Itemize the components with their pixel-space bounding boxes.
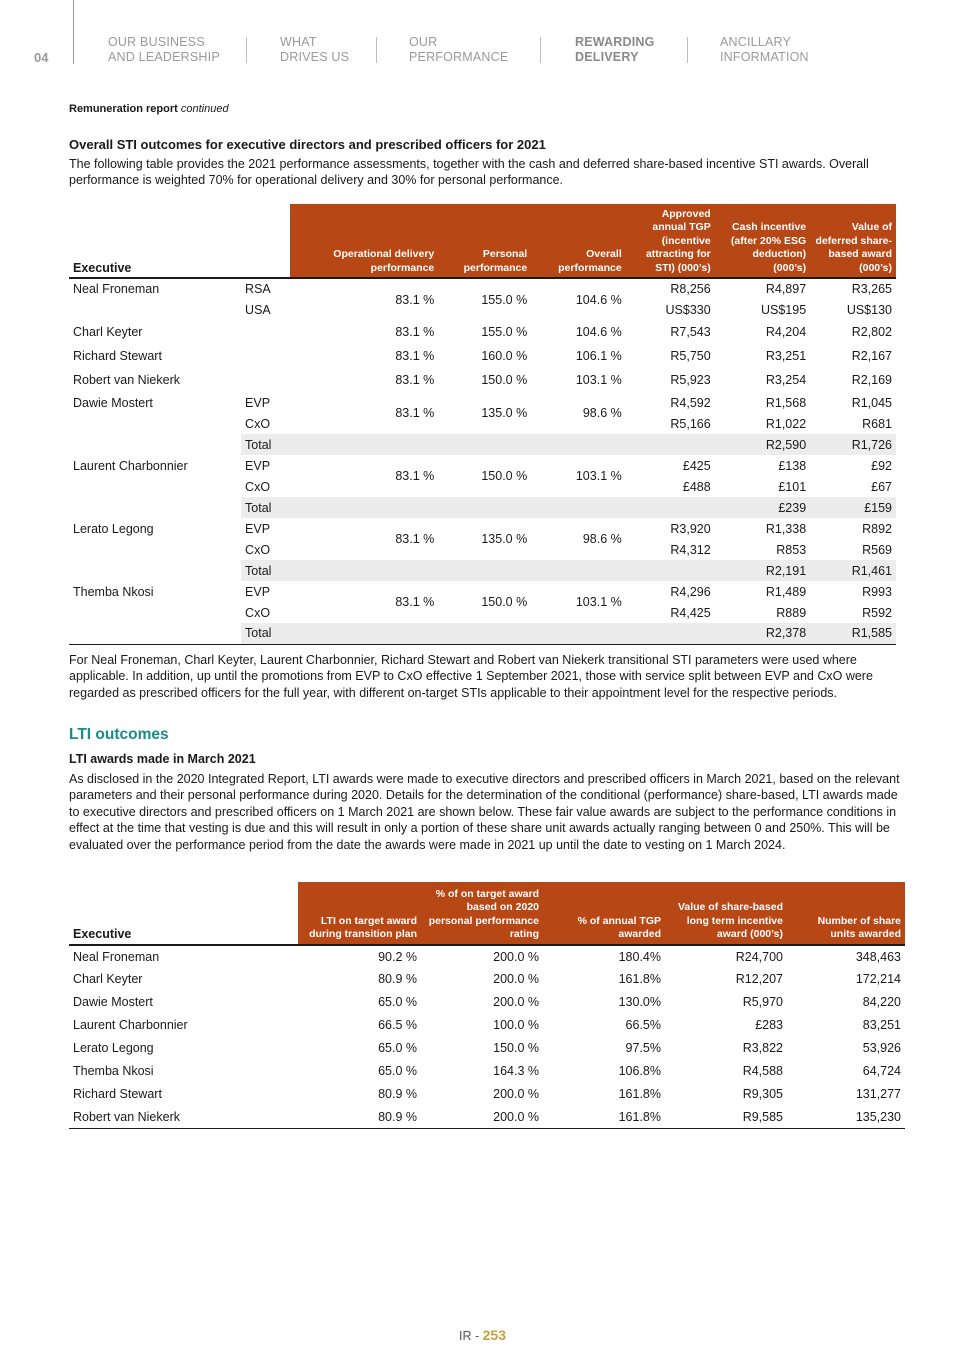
table-row: Laurent Charbonnier EVP 83.1 % 150.0 % 103.1 % £425 £138 £92 — [69, 455, 896, 476]
cell-value: R9,585 — [742, 1109, 783, 1124]
table-row: Neal Froneman RSA 83.1 % 155.0 % 104.6 % R8,256 R4,897 R3,265 — [69, 278, 896, 299]
cell-pct-target: 200.0 % — [493, 1109, 539, 1124]
executive-name: Themba Nkosi — [73, 584, 154, 599]
sti-intro: The following table provides the 2021 performance assessments, together with the cash and deferred share-based incentive STI awards. Overall performance is weighted 70% for operational delivery and 30% for personal performance. — [69, 157, 869, 188]
nav-separator — [687, 37, 688, 63]
cell-units: 348,463 — [855, 949, 901, 964]
table-row — [69, 1037, 905, 1060]
executive-name: Laurent Charbonnier — [73, 458, 188, 473]
lti-subheading: LTI awards made in March 2021 — [69, 752, 256, 766]
table-row — [69, 991, 905, 1014]
cell-value: £283 — [755, 1018, 783, 1033]
total-row: Total R2,191 R1,461 — [69, 560, 896, 581]
nav-separator — [246, 37, 247, 63]
sti-table — [69, 204, 896, 645]
table-row — [69, 1014, 905, 1037]
cell-name: Laurent Charbonnier — [73, 1018, 188, 1033]
sti-heading: Overall STI outcomes for executive directors and prescribed officers for 2021 — [69, 137, 546, 152]
cell-value: R4,588 — [742, 1064, 783, 1079]
cell-name: Richard Stewart — [73, 1087, 162, 1102]
nav-item-rewarding-delivery[interactable]: REWARDING DELIVERY — [575, 35, 655, 64]
executive-name: Richard Stewart — [73, 349, 162, 364]
cell-units: 135,230 — [855, 1109, 901, 1124]
cell-target: 66.5 % — [378, 1018, 417, 1033]
col-value: Value of share-based long term incentive award (000’s) — [665, 882, 787, 945]
cell-target: 80.9 % — [378, 1109, 417, 1124]
total-row: Total R2,378 R1,585 — [69, 623, 896, 644]
top-navigation — [0, 0, 965, 80]
cell-pct-target: 164.3 % — [493, 1064, 539, 1079]
cell-value: R12,207 — [735, 972, 783, 987]
lti-table — [69, 882, 905, 1129]
cell-value: R9,305 — [742, 1087, 783, 1102]
col-operational: Operational delivery performance — [290, 204, 438, 278]
cell-units: 53,926 — [862, 1041, 901, 1056]
cell-pct-tgp: 161.8% — [618, 972, 661, 987]
cell-value: R24,700 — [735, 949, 783, 964]
total-row: Total £239 £159 — [69, 497, 896, 518]
cell-target: 80.9 % — [378, 1087, 417, 1102]
cell-pct-tgp: 106.8% — [618, 1064, 661, 1079]
cell-name: Robert van Niekerk — [73, 1109, 180, 1124]
table-row — [69, 1083, 905, 1106]
cell-units: 131,277 — [855, 1087, 901, 1102]
table-row: USA US$330 US$195 US$130 — [245, 302, 892, 317]
table-row: CxO £488 £101 £67 — [245, 479, 892, 494]
cell-pct-tgp: 161.8% — [618, 1109, 661, 1124]
cell-pct-target: 200.0 % — [493, 972, 539, 987]
col-personal: Personal performance — [438, 204, 531, 278]
col-target: LTI on target award during transition plan — [298, 882, 421, 945]
cell-pct-target: 150.0 % — [493, 1041, 539, 1056]
sti-header-row — [69, 204, 896, 278]
executive-name: Neal Froneman — [73, 282, 160, 297]
cell-value: R3,822 — [742, 1041, 783, 1056]
cell-target: 65.0 % — [378, 1064, 417, 1079]
table-row: Richard Stewart 83.1 % 160.0 % 106.1 % R5,750 R3,251 R2,167 — [69, 344, 896, 368]
table-row: CxO R4,312 R853 R569 — [245, 542, 892, 557]
page-number: 253 — [482, 1327, 506, 1343]
col-pct-target: % of on target award based on 2020 personal performance rating — [421, 882, 543, 945]
cell-target: 80.9 % — [378, 972, 417, 987]
nav-item-our-performance[interactable]: OUR PERFORMANCE — [409, 35, 509, 64]
cell-pct-tgp: 66.5% — [625, 1018, 661, 1033]
table-row: Robert van Niekerk 83.1 % 150.0 % 103.1 % R5,923 R3,254 R2,169 — [69, 368, 896, 392]
nav-separator — [376, 37, 377, 63]
cell-name: Charl Keyter — [73, 972, 143, 987]
nav-divider — [73, 0, 74, 64]
table-row: Themba Nkosi EVP 83.1 % 150.0 % 103.1 % R4,296 R1,489 R993 — [69, 581, 896, 602]
cell-units: 172,214 — [855, 972, 901, 987]
page-footer: IR - 253 — [459, 1327, 506, 1343]
nav-item-what-drives-us[interactable]: WHAT DRIVES US — [280, 35, 350, 64]
cell-pct-target: 200.0 % — [493, 995, 539, 1010]
breadcrumb: Remuneration report continued — [69, 103, 229, 115]
cell-value: R5,970 — [742, 995, 783, 1010]
col-units: Number of share units awarded — [787, 882, 905, 945]
nav-item-ancillary-information[interactable]: ANCILLARY INFORMATION — [720, 35, 809, 64]
cell-pct-tgp: 161.8% — [618, 1087, 661, 1102]
table-row — [69, 945, 905, 968]
col-overall: Overall performance — [531, 204, 626, 278]
lti-heading: LTI outcomes — [69, 726, 169, 743]
cell-target: 65.0 % — [378, 1041, 417, 1056]
cell-target: 65.0 % — [378, 995, 417, 1010]
cell-pct-target: 200.0 % — [493, 1087, 539, 1102]
nav-item-our-business[interactable]: OUR BUSINESS AND LEADERSHIP — [108, 35, 220, 64]
executive-name: Lerato Legong — [73, 521, 154, 536]
table-row: Lerato Legong EVP 83.1 % 135.0 % 98.6 % R3,920 R1,338 R892 — [69, 518, 896, 539]
cell-pct-tgp: 130.0% — [618, 995, 661, 1010]
col-cash: Cash incentive (after 20% ESG deduction) (000’s) — [715, 204, 810, 278]
executive-name: Dawie Mostert — [73, 395, 153, 410]
table-row — [69, 1106, 905, 1129]
nav-separator — [540, 37, 541, 63]
lti-intro: As disclosed in the 2020 Integrated Report, LTI awards were made to executive directors and prescribed officers in March 2021, based on the relevant parameters and their personal performance during 2020. Details for the determination of the conditional (performance) share-based, LTI awards made to executive directors and prescribed officers on 1 March 2021 are shown below. These fair value awards are subject to the performance conditions in effect at the time that vesting is due and this will result in only a portion of these share unit awards actually ranging between 0 and 250%. This will be evaluated over the performance period from the date the awards were made in 2021 up until the date to vesting on 1 March 2024. — [69, 772, 900, 852]
sti-note: For Neal Froneman, Charl Keyter, Laurent Charbonnier, Richard Stewart and Robert van Niekerk transitional STI parameters were used where applicable. In addition, up until the promotions from EVP to CxO effective 1 September 2021, those with service split between EVP and CxO were regarded as prescribed officers for the full year, with different on-target STIs applicable to their appointment level for the respective periods. — [69, 653, 873, 700]
cell-pct-tgp: 180.4% — [618, 949, 661, 964]
cell-target: 90.2 % — [378, 949, 417, 964]
col-executive: Executive — [73, 260, 132, 275]
col-tgp: Approved annual TGP (incentive attracting for STI) (000’s) — [626, 204, 715, 278]
lti-header-row — [69, 882, 905, 945]
cell-units: 64,724 — [862, 1064, 901, 1079]
cell-name: Dawie Mostert — [73, 995, 153, 1010]
col-deferred: Value of deferred share-based award (000’s) — [810, 204, 896, 278]
col-executive: Executive — [73, 927, 132, 942]
col-pct-tgp: % of annual TGP awarded — [543, 882, 665, 945]
section-number: 04 — [34, 50, 49, 65]
cell-name: Lerato Legong — [73, 1041, 154, 1056]
cell-units: 84,220 — [862, 995, 901, 1010]
table-row — [69, 1060, 905, 1083]
table-row: CxO R4,425 R889 R592 — [245, 605, 892, 620]
cell-pct-tgp: 97.5% — [625, 1041, 661, 1056]
cell-name: Neal Froneman — [73, 949, 160, 964]
table-row: CxO R5,166 R1,022 R681 — [245, 416, 892, 431]
executive-name: Charl Keyter — [73, 325, 143, 340]
total-row: Total R2,590 R1,726 — [69, 434, 896, 455]
table-row: Dawie Mostert EVP 83.1 % 135.0 % 98.6 % R4,592 R1,568 R1,045 — [69, 392, 896, 413]
cell-pct-target: 100.0 % — [493, 1018, 539, 1033]
cell-name: Themba Nkosi — [73, 1064, 154, 1079]
table-row — [69, 968, 905, 991]
cell-units: 83,251 — [862, 1018, 901, 1033]
executive-name: Robert van Niekerk — [73, 373, 180, 388]
table-row: Charl Keyter 83.1 % 155.0 % 104.6 % R7,543 R4,204 R2,802 — [69, 320, 896, 344]
cell-pct-target: 200.0 % — [493, 949, 539, 964]
